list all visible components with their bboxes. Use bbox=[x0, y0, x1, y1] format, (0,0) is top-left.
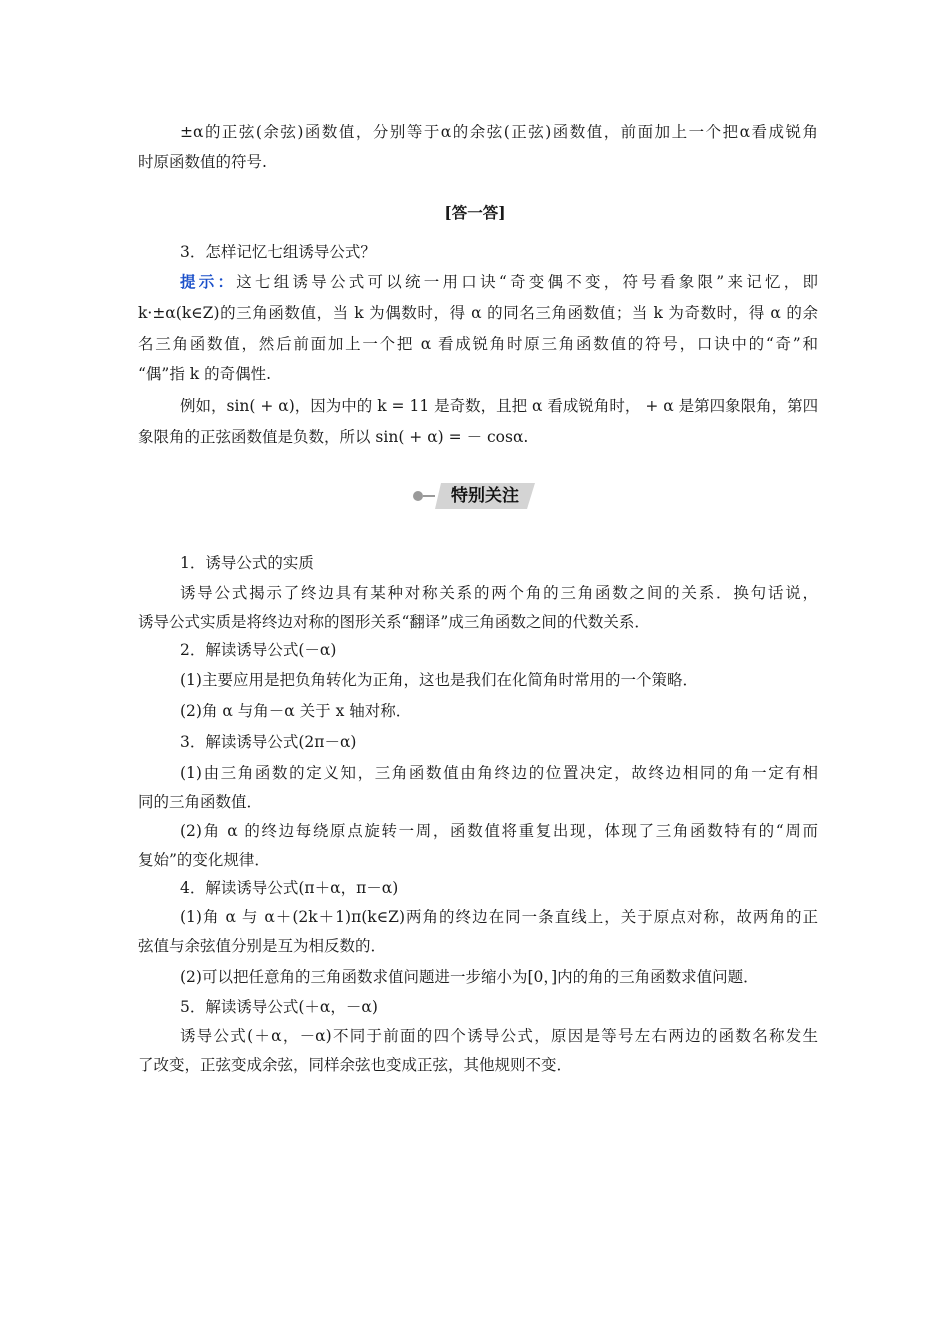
intro-line-1: ±α的正弦(余弦)函数值，分别等于α的余弦(正弦)函数值，前面加上一个把α看成锐角 bbox=[180, 123, 818, 141]
note-5-title: 5．解读诱导公式(＋α，－α) bbox=[180, 998, 378, 1016]
note-3-point-1-line-1: (1)由三角函数的定义知，三角函数值由角终边的位置决定，故终边相同的角一定有相 bbox=[180, 764, 818, 782]
note-1-line-2: 诱导公式实质是将终边对称的图形关系“翻译”成三角函数之间的代数关系． bbox=[138, 613, 650, 631]
hint-label: 提示： bbox=[180, 272, 237, 291]
note-2-point-2: (2)角 α 与角－α 关于 x 轴对称． bbox=[180, 702, 412, 720]
note-2-point-1: (1)主要应用是把负角转化为正角，这也是我们在化简角时常用的一个策略． bbox=[180, 671, 698, 689]
hint-line-1 bbox=[180, 271, 818, 293]
banner-dot-icon bbox=[413, 491, 423, 501]
section-heading-qa: [答一答] bbox=[444, 203, 506, 222]
hint-line-4: “偶”指 k 的奇偶性. bbox=[138, 365, 272, 383]
note-1-line-1: 诱导公式揭示了终边具有某种对称关系的两个角的三角函数之间的关系．换句话说， bbox=[180, 584, 818, 602]
note-2-title: 2．解读诱导公式(－α) bbox=[180, 641, 337, 659]
note-3-point-1-line-2: 同的三角函数值． bbox=[138, 793, 263, 811]
hint-line-2: k·±α(k∈Z)的三角函数值，当 k 为偶数时，得 α 的同名三角函数值；当 k 为奇数时，得 α 的余 bbox=[138, 304, 818, 322]
special-attention-banner bbox=[413, 483, 538, 509]
question-3: 3．怎样记忆七组诱导公式？ bbox=[180, 243, 376, 261]
note-4-point-1-line-1: (1)角 α 与 α＋(2k＋1)π(k∈Z)两角的终边在同一条直线上，关于原点对称，故两角的正 bbox=[180, 908, 818, 926]
note-3-point-2-line-2: 复始”的变化规律． bbox=[138, 851, 270, 869]
hint-line-3: 名三角函数值，然后前面加上一个把 α 看成锐角时原三角函数值的符号，口诀中的“奇”和 bbox=[138, 335, 818, 353]
example-line-1: 例如，sin( + α)，因为中的 k = 11 是奇数，且把 α 看成锐角时， + α 是第四象限角，第四 bbox=[180, 397, 819, 415]
banner-dash bbox=[423, 495, 435, 497]
note-4-point-2: (2)可以把任意角的三角函数求值问题进一步缩小为[0，]内的角的三角函数求值问题． bbox=[180, 968, 759, 986]
note-4-point-1-line-2: 弦值与余弦值分别是互为相反数的． bbox=[138, 937, 387, 955]
note-5-line-2: 了改变，正弦变成余弦，同样余弦也变成正弦，其他规则不变． bbox=[138, 1056, 573, 1074]
note-5-line-1: 诱导公式(＋α，－α)不同于前面的四个诱导公式，原因是等号左右两边的函数名称发生 bbox=[180, 1027, 818, 1045]
banner-label: 特别关注 bbox=[451, 486, 519, 506]
note-3-title: 3．解读诱导公式(2π－α) bbox=[180, 733, 357, 751]
note-4-title: 4．解读诱导公式(π＋α，π－α) bbox=[180, 879, 399, 897]
note-1-title: 1．诱导公式的实质 bbox=[180, 554, 314, 572]
hint-text-1: 这七组诱导公式可以统一用口诀“奇变偶不变，符号看象限”来记忆，即 bbox=[236, 273, 818, 291]
intro-line-2: 时原函数值的符号. bbox=[138, 153, 267, 171]
note-3-point-2-line-1: (2)角 α 的终边每绕原点旋转一周，函数值将重复出现，体现了三角函数特有的“周而 bbox=[180, 822, 818, 840]
example-line-2: 象限角的正弦函数值是负数，所以 sin( + α) = － cosα. bbox=[138, 428, 529, 446]
